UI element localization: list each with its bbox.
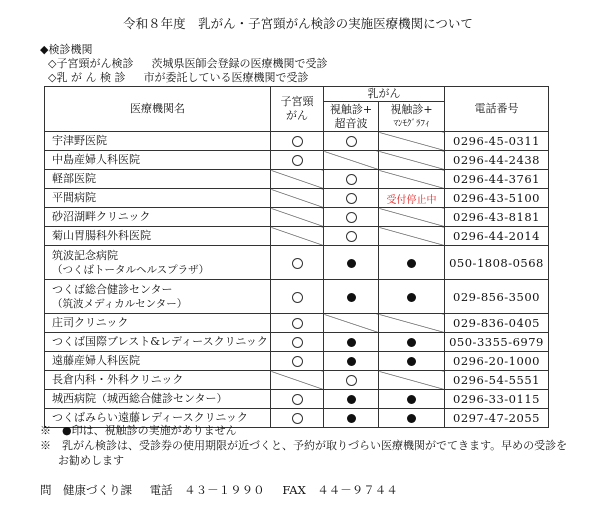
available-circle-icon	[292, 136, 303, 147]
contact-dept: 問 健康づくり課	[40, 483, 132, 497]
facility-name	[45, 189, 271, 208]
facility-subname: （筑波メディカルセンター）	[52, 297, 188, 310]
facility-name	[45, 246, 271, 280]
cervical-cell	[271, 409, 324, 428]
mammo-cell	[379, 189, 445, 208]
no-palpation-dot-icon	[347, 414, 356, 423]
available-circle-icon	[346, 212, 357, 223]
phone-number: 0296-33-0115	[445, 390, 549, 409]
ultrasound-cell	[324, 409, 379, 428]
facility-name	[45, 371, 271, 390]
available-circle-icon	[292, 413, 303, 424]
table-row	[45, 170, 549, 189]
no-palpation-dot-icon	[347, 357, 356, 366]
phone-number: 0296-20-1000	[445, 352, 549, 371]
header-phone: 電話番号	[445, 87, 549, 132]
ultrasound-cell	[324, 390, 379, 409]
facility-subname: （つくばトータルヘルスプラザ）	[52, 263, 210, 276]
table-row	[45, 151, 549, 170]
facility-name	[45, 132, 271, 151]
table-row	[45, 227, 549, 246]
phone-number: 0296-43-5100	[445, 189, 549, 208]
section-heading: ◆検診機関	[40, 43, 93, 56]
ultrasound-cell	[324, 132, 379, 151]
facility-rows	[45, 132, 549, 428]
table-row	[45, 390, 549, 409]
mammo-cell	[379, 390, 445, 409]
available-circle-icon	[292, 258, 303, 269]
breast-info-text: 市が委託している医療機関で受診	[143, 71, 309, 84]
table-row	[45, 333, 549, 352]
facility-name-text: 菊山胃腸科外科医院	[52, 229, 151, 242]
facility-name-text: つくばみらい遠藤レディースクリニック	[52, 411, 248, 424]
cervical-cell	[271, 352, 324, 371]
facility-name	[45, 208, 271, 227]
mammo-cell	[379, 151, 445, 170]
facility-name-text: つくば国際ブレスト&レディースクリニック	[52, 335, 268, 348]
facility-name-text: つくば総合健診センター	[52, 282, 173, 296]
mammo-cell	[379, 208, 445, 227]
ultrasound-cell	[324, 151, 379, 170]
cervical-cell	[271, 208, 324, 227]
ultrasound-cell	[324, 280, 379, 314]
mammo-cell	[379, 333, 445, 352]
note-booking-cont: お勧めします	[58, 454, 124, 467]
ultrasound-cell	[324, 371, 379, 390]
contact-fax: FAX ４４－９７４４	[282, 483, 398, 497]
contact-info	[40, 482, 412, 498]
no-palpation-dot-icon	[407, 414, 416, 423]
facility-name	[45, 390, 271, 409]
page-title: 令和８年度 乳がん・子宮頸がん検診の実施医療機関について	[123, 16, 473, 31]
available-circle-icon	[346, 136, 357, 147]
facility-name-text: 砂沼湖畔クリニック	[52, 210, 151, 223]
header-cervical-line2: がん	[286, 109, 308, 122]
mammo-cell	[379, 132, 445, 151]
available-circle-icon	[346, 375, 357, 386]
available-circle-icon	[292, 356, 303, 367]
cervical-info-label: ◇子宮頸がん検診	[48, 57, 134, 70]
header-mammo-line2: ﾏﾝﾓｸﾞﾗﾌｨ	[393, 118, 430, 129]
no-palpation-dot-icon	[407, 338, 416, 347]
header-name: 医療機関名	[45, 87, 271, 132]
ultrasound-cell	[324, 227, 379, 246]
facility-table	[44, 86, 549, 428]
mammo-cell	[379, 352, 445, 371]
phone-number: 0296-43-8181	[445, 208, 549, 227]
available-circle-icon	[292, 394, 303, 405]
cervical-cell	[271, 227, 324, 246]
cervical-cell	[271, 371, 324, 390]
status-badge: 受付停止中	[386, 194, 437, 206]
breast-info-label: ◇乳 が ん 検 診	[48, 71, 126, 84]
mammo-cell	[379, 280, 445, 314]
phone-number: 050-3355-6979	[445, 333, 549, 352]
contact-tel: 電話 ４３－１９９０	[149, 483, 265, 497]
cervical-cell	[271, 314, 324, 333]
mammo-cell	[379, 170, 445, 189]
phone-number: 0296-44-2014	[445, 227, 549, 246]
facility-name-text: 軽部医院	[52, 172, 96, 185]
ultrasound-cell	[324, 208, 379, 227]
phone-number: 0297-47-2055	[445, 409, 549, 428]
mammo-cell	[379, 246, 445, 280]
available-circle-icon	[292, 155, 303, 166]
mammo-cell	[379, 371, 445, 390]
breast-info-line	[48, 70, 308, 85]
table-row	[45, 189, 549, 208]
header-mammography	[379, 102, 445, 132]
cervical-cell	[271, 333, 324, 352]
ultrasound-cell	[324, 352, 379, 371]
ultrasound-cell	[324, 170, 379, 189]
phone-number: 0296-45-0311	[445, 132, 549, 151]
facility-name-text: 長倉内科・外科クリニック	[52, 373, 184, 386]
header-cervical	[271, 87, 324, 132]
cervical-cell	[271, 280, 324, 314]
no-palpation-dot-icon	[347, 338, 356, 347]
available-circle-icon	[346, 193, 357, 204]
header-mammo-line1: 視触診+	[390, 102, 433, 116]
phone-number: 050-1808-0568	[445, 246, 549, 280]
available-circle-icon	[292, 337, 303, 348]
available-circle-icon	[292, 318, 303, 329]
facility-name-text: 中島産婦人科医院	[52, 153, 140, 166]
available-circle-icon	[346, 231, 357, 242]
mammo-cell	[379, 227, 445, 246]
header-ultrasound	[324, 102, 379, 132]
no-palpation-dot-icon	[347, 259, 356, 268]
phone-number: 0296-54-5551	[445, 371, 549, 390]
no-palpation-dot-icon	[347, 293, 356, 302]
mammo-cell	[379, 314, 445, 333]
no-palpation-dot-icon	[407, 293, 416, 302]
phone-number: 029-856-3500	[445, 280, 549, 314]
no-palpation-dot-icon	[407, 357, 416, 366]
ultrasound-cell	[324, 246, 379, 280]
table-row	[45, 371, 549, 390]
facility-name	[45, 227, 271, 246]
cervical-info-text: 茨城県医師会登録の医療機関で受診	[151, 57, 328, 70]
facility-name	[45, 333, 271, 352]
no-palpation-dot-icon	[347, 395, 356, 404]
available-circle-icon	[292, 292, 303, 303]
table-row	[45, 352, 549, 371]
cervical-cell	[271, 170, 324, 189]
note-booking: ※ 乳がん検診は、受診券の使用期限が近づくと、予約が取りづらい医療機関がでてきます。早めの受診を	[40, 439, 568, 452]
table-row	[45, 246, 549, 280]
facility-name-text: 筑波記念病院	[52, 248, 118, 262]
facility-name	[45, 280, 271, 314]
header-cervical-line1: 子宮頸	[280, 95, 314, 108]
note-dot-meaning: ※ ●印は、視触診の実施がありません	[40, 424, 237, 437]
cervical-cell	[271, 151, 324, 170]
available-circle-icon	[346, 174, 357, 185]
cervical-cell	[271, 246, 324, 280]
table-row	[45, 280, 549, 314]
table-row	[45, 132, 549, 151]
cervical-cell	[271, 132, 324, 151]
header-ultrasound-line1: 視触診+	[329, 102, 373, 116]
facility-name-text: 城西病院（城西総合健診センター）	[52, 392, 228, 405]
ultrasound-cell	[324, 314, 379, 333]
header-breast: 乳がん	[324, 87, 445, 102]
facility-name	[45, 352, 271, 371]
cervical-cell	[271, 390, 324, 409]
facility-name	[45, 151, 271, 170]
cervical-info-line	[48, 56, 327, 71]
no-palpation-dot-icon	[407, 259, 416, 268]
facility-name-text: 宇津野医院	[52, 134, 107, 147]
facility-name	[45, 170, 271, 189]
cervical-cell	[271, 189, 324, 208]
no-palpation-dot-icon	[407, 395, 416, 404]
header-ultrasound-line2: 超音波	[334, 116, 368, 130]
ultrasound-cell	[324, 333, 379, 352]
ultrasound-cell	[324, 189, 379, 208]
phone-number: 0296-44-2438	[445, 151, 549, 170]
facility-name-text: 庄司クリニック	[52, 316, 129, 329]
mammo-cell	[379, 409, 445, 428]
facility-name-text: 平間病院	[52, 191, 96, 204]
table-row	[45, 314, 549, 333]
facility-name-text: 遠藤産婦人科医院	[52, 354, 140, 367]
table-row	[45, 208, 549, 227]
phone-number: 0296-44-3761	[445, 170, 549, 189]
phone-number: 029-836-0405	[445, 314, 549, 333]
facility-name	[45, 314, 271, 333]
